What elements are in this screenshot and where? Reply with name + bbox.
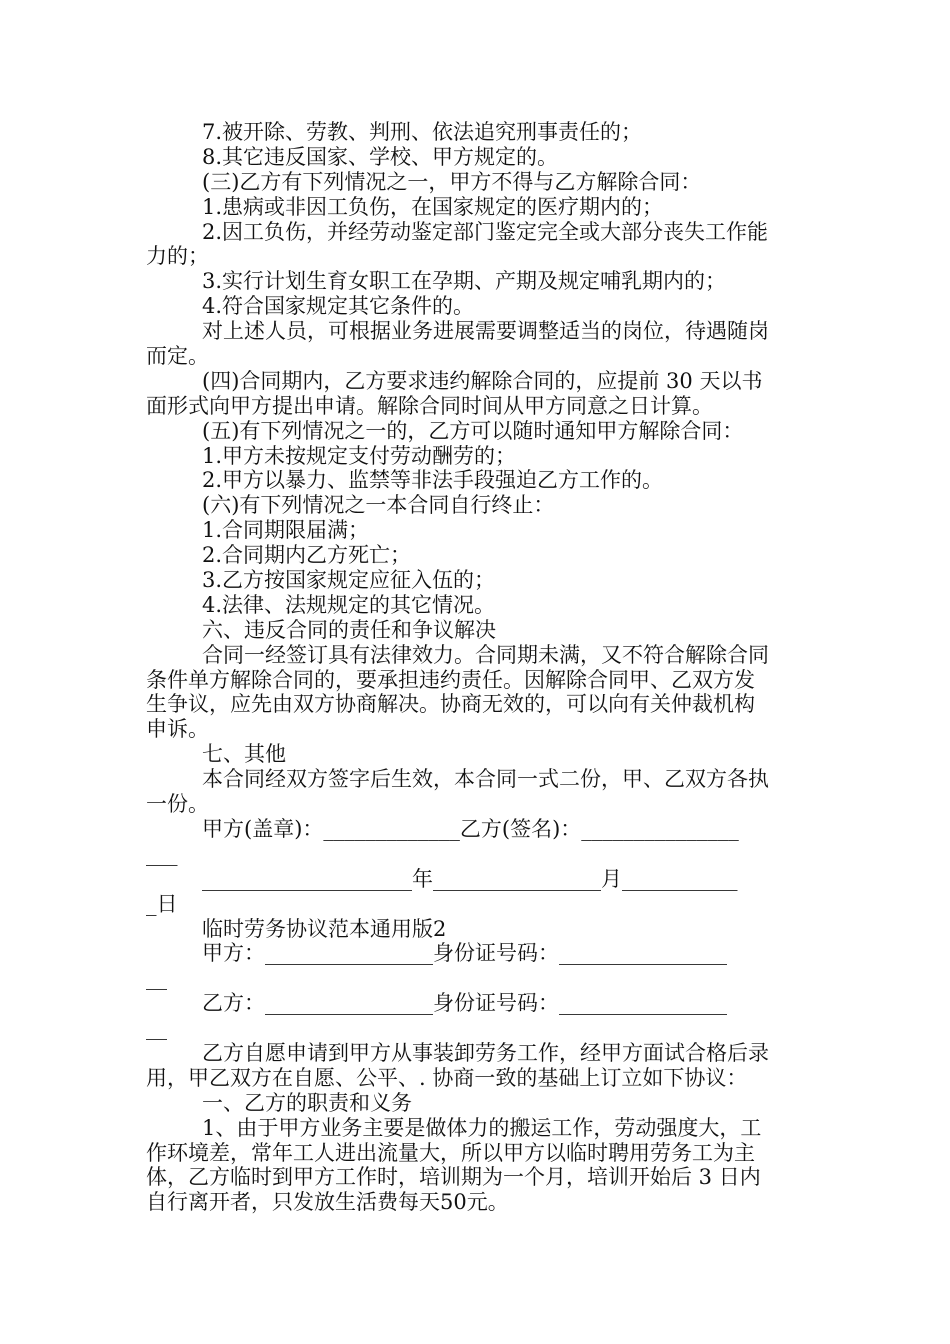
text-line: 对上述人员，可根据业务进展需要调整适当的岗位，待遇随岗 [202,319,769,344]
text-line: 合同一经签订具有法律效力。合同期未满，又不符合解除合同 [202,642,769,667]
text-line: __ [146,966,167,991]
text-line: 甲方(盖章)：_____________乙方(签名)：_______________ [202,816,739,841]
text-line: __ [146,1016,167,1041]
text-line: 乙方自愿申请到甲方从事装卸劳务工作，经甲方面试合格后录 [202,1040,769,1065]
text-line: 自行离开者，只发放生活费每天50元。 [146,1190,509,1215]
text-line: 一份。 [146,792,209,817]
text-line: 体，乙方临时到甲方工作时，培训期为一个月，培训开始后 3 日内 [146,1165,761,1190]
text-line: 8.其它违反国家、学校、甲方规定的。 [202,144,559,169]
text-line: 生争议，应先由双方协商解决。协商无效的，可以向有关仲裁机构 [146,692,755,717]
text-line: 七、其他 [202,742,286,767]
text-line: 条件单方解除合同的，要承担违约责任。因解除合同甲、乙双方发 [146,667,755,692]
text-line: 4.法律、法规规定的其它情况。 [202,592,496,617]
text-line: 力的； [146,244,209,269]
text-line: ____________________年________________月___________ [202,866,738,891]
text-line: 六、违反合同的责任和争议解决 [202,617,496,642]
text-line: 甲方：________________身份证号码：________________ [202,941,727,966]
text-line: 申诉。 [146,717,209,742]
text-line: 本合同经双方签字后生效，本合同一式二份，甲、乙双方各执 [202,767,769,792]
text-line: 乙方：________________身份证号码：________________ [202,991,727,1016]
document-body [146,120,806,1215]
text-line: _日 [146,891,178,916]
text-line: 2.因工负伤，并经劳动鉴定部门鉴定完全或大部分丧失工作能 [202,219,769,244]
text-line: 3.实行计划生育女职工在孕期、产期及规定哺乳期内的； [202,269,727,294]
text-line: ___ [146,841,178,866]
text-line: 一、乙方的职责和义务 [202,1090,412,1115]
text-line: 2.合同期内乙方死亡； [202,543,412,568]
text-line: (四)合同期内，乙方要求违约解除合同的，应提前 30 天以书 [202,368,763,393]
text-line: 1.合同期限届满； [202,518,370,543]
text-line: 用，甲乙双方在自愿、公平、. 协商一致的基础上订立如下协议： [146,1065,748,1090]
text-line: 1.患病或非因工负伤，在国家规定的医疗期内的； [202,194,664,219]
text-line: (六)有下列情况之一本合同自行终止： [202,493,555,518]
text-line: 面形式向甲方提出申请。解除合同时间从甲方同意之日计算。 [146,393,713,418]
text-line: 3.乙方按国家规定应征入伍的； [202,568,496,593]
text-line: 作环境差，常年工人进出流量大，所以甲方以临时聘用劳务工为主 [146,1140,755,1165]
text-line: 而定。 [146,344,209,369]
text-line: (三)乙方有下列情况之一，甲方不得与乙方解除合同： [202,169,702,194]
text-line: 2.甲方以暴力、监禁等非法手段强迫乙方工作的。 [202,468,664,493]
text-line: 4.符合国家规定其它条件的。 [202,294,475,319]
text-line: 1、由于甲方业务主要是做体力的搬运工作，劳动强度大，工 [202,1115,762,1140]
text-line: 7.被开除、劳教、判刑、依法追究刑事责任的； [202,120,643,144]
text-line: 临时劳务协议范本通用版2 [202,916,447,941]
text-line: (五)有下列情况之一的，乙方可以随时通知甲方解除合同： [202,418,744,443]
text-line: 1.甲方未按规定支付劳动酬劳的； [202,443,517,468]
